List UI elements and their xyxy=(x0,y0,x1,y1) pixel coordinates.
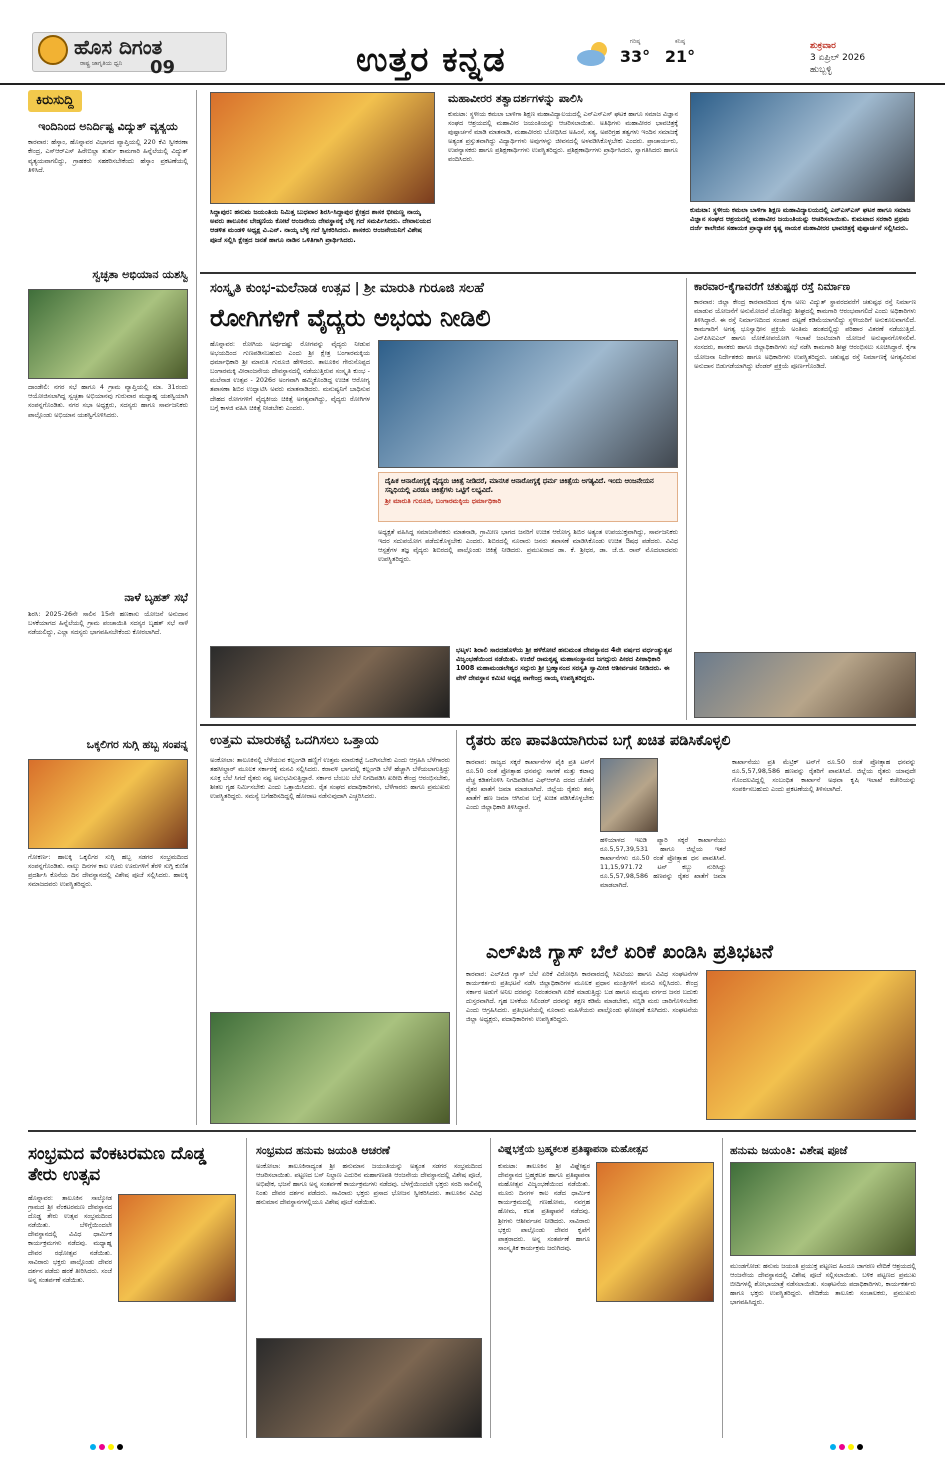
silver-mace-photo xyxy=(210,92,435,204)
brief-2-body: ದಾಂಡೇಲಿ: ನಗರ ಸಭೆ ಹಾಗೂ 4 ಗ್ರಾಮ ವ್ಯಾಪ್ತಿಯಲ್ಲಿ ಮಾ. 31ರಂದು ಆಯೋಜಿಸಲಾಗಿದ್ದ ಸ್ವಚ್ಛತಾ ಅಭಿಯಾನವು ಗುರುವಾರ ಮಧ್ಯಾಹ್ನ ಯಶಸ್ವಿಯಾಗಿ ಸಂಪನ್ನಗೊಂಡಿತು. ನಗರ ಸಭಾ ಅಧ್ಯಕ್ಷರು, ಸದಸ್ಯರು ಹಾಗೂ ಸಾರ್ವಜನಿಕರು ಪಾಲ್ಗೊಂಡು ಅಭಿಯಾನ ಯಶಸ್ವಿಗೊಳಿಸಿದರು. xyxy=(28,383,188,419)
masthead xyxy=(0,0,945,85)
brief-2-title: ಸ್ವಚ್ಛತಾ ಅಭಿಯಾನ ಯಶಸ್ವಿ xyxy=(92,268,188,282)
paper-name: ಹೊಸ ದಿಗಂತ xyxy=(74,35,163,59)
logo-emblem-icon xyxy=(38,35,68,65)
quote-attribution: ಶ್ರೀ ಮಾರುತಿ ಗುರೂಜಿ, ಬಂಗಾರಮಕ್ಕಿಯ ಧರ್ಮಾಧಿಕಾರಿ xyxy=(385,497,502,506)
lead-body-2: ಅಧ್ಯಕ್ಷತೆ ವಹಿಸಿದ್ದ ಸಮಾಜಸೇವಕರು ಮಾತನಾಡಿ, ಗ್ರಾಮೀಣ ಭಾಗದ ಜನರಿಗೆ ಉಚಿತ ಆರೋಗ್ಯ ಶಿಬಿರ ಅತ್ಯಂತ ಉಪಯುಕ್ತವಾಗಿದ್ದು, ಸಾರ್ವಜನಿಕರು ಇದರ ಸದುಪಯೋಗ ಪಡೆದುಕೊಳ್ಳಬೇಕು ಎಂದರು. ಶಿಬಿರದಲ್ಲಿ ನೂರಾರು ಜನರು ತಪಾಸಣೆ ಮಾಡಿಸಿಕೊಂಡು ಉಚಿತ ಔಷಧ ಪಡೆದರು. ವಿವಿಧ ಆಸ್ಪತ್ರೆಗಳ ತಜ್ಞ ವೈದ್ಯರು ಶಿಬಿರದಲ್ಲಿ ಪಾಲ್ಗೊಂಡು ಚಿಕಿತ್ಸೆ ನೀಡಿದರು. ಪ್ರಮುಖರಾದ ಡಾ. ಕೆ. ಶ್ರೀಧರ, ಡಾ. ಜೆ.ಜಿ. ರಾವ್ ಮೊದಲಾದವರು ಉಪಸ್ಥಿತರಿದ್ದರು. xyxy=(378,528,678,564)
section-title: ಉತ್ತರ ಕನ್ನಡ xyxy=(356,40,506,80)
column-rule xyxy=(196,90,197,1125)
farmers-body-2: ಹಳಿಯಾಳದ ಇಐಡಿ ಪ್ಯಾರಿ ಸಕ್ಕರೆ ಕಾರ್ಖಾನೆಯು ರೂ.5,57,39,531 ಹಾಗೂ ಜಿಲ್ಲೆಯ ಇತರೆ ಕಾರ್ಖಾನೆಗಳು ರೂ.50 ರಂತೆ ಪ್ರೋತ್ಸಾಹ ಧನ ಪಾವತಿಸಿವೆ. 11,15,971.72 ಟನ್ ಕಬ್ಬು ನುರಿಸಿದ್ದು ರೂ.5,57,98,586 ಹಣವನ್ನು ರೈತರ ಖಾತೆಗೆ ಜಮಾ ಮಾಡಲಾಗಿದೆ. xyxy=(600,836,726,890)
pooja-title: ಹನುಮ ಜಯಂತಿ: ವಿಶೇಷ ಪೂಜೆ xyxy=(730,1144,848,1157)
min-temp-label: ಕನಿಷ್ಠ xyxy=(674,38,686,45)
column-rule xyxy=(490,1138,491,1438)
column-rule xyxy=(722,1138,723,1438)
min-temp-block xyxy=(660,38,700,68)
pooja-group-photo xyxy=(730,1162,916,1256)
kumta-college-photo xyxy=(690,92,915,202)
hanuma-jayanti-title: ಸಂಭ್ರಮದ ಹನುಮ ಜಯಂತಿ ಆಚರಣೆ xyxy=(256,1144,390,1157)
chariot-photo xyxy=(118,1194,236,1302)
registration-dots xyxy=(830,1444,866,1453)
hanuma-jayanti-body: ಅಂಕೋಲಾ: ತಾಲೂಕಿನಾದ್ಯಂತ ಶ್ರೀ ಹನುಮಾನ ಜಯಂತಿಯನ್ನು ಅತ್ಯಂತ ಸಡಗರ ಸಂಭ್ರಮದಿಂದ ಆಚರಿಸಲಾಯಿತು. ಪಟ್ಟಣದ ಬಸ್ ನಿಲ್ದಾಣ ಎದುರಿನ ಮಹಾಗಣಪತಿ ಆಂಜನೇಯ ದೇವಸ್ಥಾನದಲ್ಲಿ ವಿಶೇಷ ಪೂಜೆ, ಅಭಿಷೇಕ, ಭಜನೆ ಹಾಗೂ ಅನ್ನ ಸಂತರ್ಪಣೆ ಕಾರ್ಯಕ್ರಮಗಳು ನಡೆದವು. ಬೆಳಗ್ಗೆಯಿಂದಲೇ ಭಕ್ತರು ಸರದಿ ಸಾಲಿನಲ್ಲಿ ನಿಂತು ದೇವರ ದರ್ಶನ ಪಡೆದರು. ಸಾವಿರಾರು ಭಕ್ತರು ಪ್ರಸಾದ ಭೋಜನ ಸ್ವೀಕರಿಸಿದರು. ತಾಲೂಕಿನ ವಿವಿಧ ಹನುಮಾನ ದೇವಸ್ಥಾನಗಳಲ್ಲಿಯೂ ವಿಶೇಷ ಪೂಜೆ ನಡೆಯಿತು. xyxy=(256,1162,482,1207)
mahaveera-title: ಮಹಾವೀರರ ತತ್ವಾದರ್ಶಗಳನ್ನು ಪಾಲಿಸಿ xyxy=(448,92,583,105)
prasada-photo xyxy=(256,1338,482,1438)
brief-3-title: ನಾಳೆ ಬೃಹತ್ ಸಭೆ xyxy=(124,591,188,605)
min-temp-value: 21° xyxy=(664,47,696,67)
highway-title: ಕಾರವಾರ-ಕೈಗಾವರೆಗೆ ಚತುಷ್ಪಥ ರಸ್ತೆ ನಿರ್ಮಾಣ xyxy=(694,281,851,293)
pooja-body: ಮುಂಡಗೋಡ: ಹನುಮ ಜಯಂತಿ ಪ್ರಯುಕ್ತ ಪಟ್ಟಣದ ಹಿಂದೂ ಜಾಗರಣ ವೇದಿಕೆ ಆಶ್ರಯದಲ್ಲಿ ಆಂಜನೇಯ ದೇವಸ್ಥಾನದಲ್ಲಿ ವಿಶೇಷ ಪೂಜೆ ಸಲ್ಲಿಸಲಾಯಿತು. ಬಳಿಕ ಪಟ್ಟಣದ ಪ್ರಮುಖ ಬೀದಿಗಳಲ್ಲಿ ಶೋಭಾಯಾತ್ರೆ ನಡೆಸಲಾಯಿತು. ಸಂಘಟನೆಯ ಪದಾಧಿಕಾರಿಗಳು, ಕಾರ್ಯಕರ್ತರು ಹಾಗೂ ಭಕ್ತರು ಉಪಸ್ಥಿತರಿದ್ದರು. ವೇದಿಕೆಯ ತಾಲೂಕು ಸಂಚಾಲಕರು, ಪ್ರಮುಖರು ಭಾಗವಹಿಸಿದ್ದರು. xyxy=(730,1262,916,1307)
mahaveera-body: ಕುಮಟಾ: ಸ್ಥಳೀಯ ಕಮಲಾ ಬಾಳಿಗಾ ಶಿಕ್ಷಣ ಮಹಾವಿದ್ಯಾಲಯದಲ್ಲಿ ಎನ್‌ಎಸ್‌ಎಸ್ ಘಟಕ ಹಾಗೂ ಸಮಾಜ ವಿಜ್ಞಾನ ಸಂಘದ ಆಶ್ರಯದಲ್ಲಿ ಮಹಾವೀರ ಜಯಂತಿಯನ್ನು ಆಚರಿಸಲಾಯಿತು. ಅತಿಥಿಗಳು ಮಹಾವೀರರ ಭಾವಚಿತ್ರಕ್ಕೆ ಪುಷ್ಪಾರ್ಚನೆ ಮಾಡಿ ಮಾತನಾಡಿ, ಮಹಾವೀರರು ಬೋಧಿಸಿದ ಅಹಿಂಸೆ, ಸತ್ಯ, ಅಪರಿಗ್ರಹ ತತ್ವಗಳು ಇಂದಿನ ಸಮಾಜಕ್ಕೆ ಅತ್ಯಂತ ಪ್ರಸ್ತುತವಾಗಿದ್ದು ವಿದ್ಯಾರ್ಥಿಗಳು ಅವುಗಳನ್ನು ಜೀವನದಲ್ಲಿ ಅಳವಡಿಸಿಕೊಳ್ಳಬೇಕು ಎಂದರು. ಪ್ರಾಚಾರ್ಯರು, ಉಪನ್ಯಾಸಕರು ಹಾಗೂ ಪ್ರಶಿಕ್ಷಣಾರ್ಥಿಗಳು ಉಪಸ್ಥಿತರಿದ್ದರು. ಪ್ರಶಿಕ್ಷಣಾರ್ಥಿಗಳು ಪ್ರಾರ್ಥಿಸಿದರು, ಸ್ವಾಗತಿಸಿದರು ಹಾಗೂ ವಂದಿಸಿದರು. xyxy=(448,110,678,164)
farmers-title: ರೈತರು ಹಣ ಪಾವತಿಯಾಗಿರುವ ಬಗ್ಗೆ ಖಚಿತ ಪಡಿಸಿಕೊಳ್ಳಲಿ xyxy=(466,733,731,749)
farmers-body-1: ಕಾರವಾರ: ರಾಜ್ಯದ ಸಕ್ಕರೆ ಕಾರ್ಖಾನೆಗಳ ಪೈಕಿ ಪ್ರತಿ ಟನ್‌ಗೆ ರೂ.50 ರಂತೆ ಪ್ರೋತ್ಸಾಹ ಧನವನ್ನು ಸಾಗಣೆ ಮತ್ತು ಕಟಾವು ವೆಚ್ಚ ಕಡಿತಗೊಳಿಸಿ ನಿಗದಿಪಡಿಸಿದ ಎಫ್‌ಆರ್‌ಪಿ ದರದ ಜೊತೆಗೆ ರೈತರ ಖಾತೆಗೆ ಜಮಾ ಮಾಡಲಾಗಿದೆ. ಜಿಲ್ಲೆಯ ರೈತರು ತಮ್ಮ ಖಾತೆಗೆ ಹಣ ಜಮಾ ಆಗಿರುವ ಬಗ್ಗೆ ಖಚಿತ ಪಡಿಸಿಕೊಳ್ಳಬೇಕು ಎಂದು ಜಿಲ್ಲಾಧಿಕಾರಿ ತಿಳಿಸಿದ್ದಾರೆ. xyxy=(466,758,594,812)
market-body: ಅಂಕೋಲಾ: ತಾಲೂಕಿನಲ್ಲಿ ಬೆಳೆಯುವ ಕಲ್ಲಂಗಡಿ ಹಣ್ಣಿಗೆ ಉತ್ತಮ ಮಾರುಕಟ್ಟೆ ಒದಗಿಸಬೇಕು ಎಂದು ಆಗ್ರಹಿಸಿ ಬೆಳೆಗಾರರು ತಹಸೀಲ್ದಾರ್ ಮೂಲಕ ಸರ್ಕಾರಕ್ಕೆ ಮನವಿ ಸಲ್ಲಿಸಿದರು. ಕರಾವಳಿ ಭಾಗದಲ್ಲಿ ಕಲ್ಲಂಗಡಿ ಬೆಳೆ ಹೆಚ್ಚಾಗಿ ಬೆಳೆಯಲಾಗುತ್ತಿದ್ದು ಸೂಕ್ತ ಬೆಲೆ ಸಿಗದೆ ರೈತರು ನಷ್ಟ ಅನುಭವಿಸುತ್ತಿದ್ದಾರೆ. ಸರ್ಕಾರ ಬೆಂಬಲ ಬೆಲೆ ನಿಗದಿಪಡಿಸಿ ಖರೀದಿ ಕೇಂದ್ರ ಆರಂಭಿಸಬೇಕು, ಶೀತಲ ಗೃಹ ನಿರ್ಮಿಸಬೇಕು ಎಂದು ಒತ್ತಾಯಿಸಿದರು. ರೈತ ಸಂಘದ ಪದಾಧಿಕಾರಿಗಳು, ಬೆಳೆಗಾರರು ಹಾಗೂ ಪ್ರಮುಖರು ಉಪಸ್ಥಿತರಿದ್ದರು. ಸಮಸ್ಯೆ ಬಗೆಹರಿಸದಿದ್ದಲ್ಲಿ ಹೋರಾಟ ನಡೆಸುವುದಾಗಿ ಎಚ್ಚರಿಸಿದರು. xyxy=(210,756,450,801)
lead-body-1: ಹೊನ್ನಾವರ: ರೋಗಿಯ ಅರ್ಧದಷ್ಟು ರೋಗವನ್ನು ವೈದ್ಯರು ನೀಡುವ ಅಭಯದಿಂದ ಗುಣಪಡಿಸಬಹುದು ಎಂದು ಶ್ರೀ ಕ್ಷೇತ್ರ ಬಂಗಾರಮಕ್ಕಿಯ ಧರ್ಮಾಧಿಕಾರಿ ಶ್ರೀ ಮಾರುತಿ ಗುರೂಜಿ ಹೇಳಿದರು. ತಾಲೂಕಿನ ಗೇರುಸೊಪ್ಪದ ಬಂಗಾರಮಕ್ಕಿ ವೀರಾಂಜನೇಯ ದೇವಸ್ಥಾನದಲ್ಲಿ ನಡೆಯುತ್ತಿರುವ ಸಂಸ್ಕೃತಿ ಕುಂಭ - ಮಲೆನಾಡ ಉತ್ಸವ - 2026ರ ಅಂಗವಾಗಿ ಹಮ್ಮಿಕೊಂಡಿದ್ದ ಉಚಿತ ಆರೋಗ್ಯ ತಪಾಸಣಾ ಶಿಬಿರ ಉದ್ಘಾಟಿಸಿ ಅವರು ಮಾತನಾಡಿದರು. ಮನುಷ್ಯನಿಗೆ ಬಾಧಿಸುವ ದೇಹದ ರೋಗಗಳಿಗೆ ವೈದ್ಯಕೀಯ ಚಿಕಿತ್ಸೆ ಅಗತ್ಯವಾಗಿದ್ದು, ವೈದ್ಯರು ರೋಗಿಗಳ ಬಗ್ಗೆ ಕಾಳಜಿ ವಹಿಸಿ ಚಿಕಿತ್ಸೆ ನೀಡಬೇಕು ಎಂದರು. xyxy=(210,340,370,412)
bhatkal-caption: ಭಟ್ಕಳ: ಶಿರಾಲಿ ಸಾರದಹೊಳೆಯ ಶ್ರೀ ಹಳೆಕೋಟೆ ಹನುಮಂತ ದೇವಸ್ಥಾನದ 4ನೇ ವರ್ಷದ ವರ್ಧಂತ್ಯುತ್ಸವ ವಿಜೃಂಭಣೆಯಿಂದ ನಡೆಯಿತು. ಉಜಿರೆ ರಾಮಕೃಷ್ಣ ಮಹಾಸಂಸ್ಥಾನದ ಜಗದ್ಗುರು ಪೀಠದ ಪೀಠಾಧಿಕಾರಿ 1008 ಮಹಾಮಂಡಲೇಶ್ವರ ಸದ್ಗುರು ಶ್ರೀ ಬ್ರಹ್ಮಾನಂದ ಸರಸ್ವತಿ ಸ್ವಾಮೀಜಿ ಆಶೀರ್ವಚನ ನೀಡಿದರು. ಈ ವೇಳೆ ದೇವಸ್ಥಾನ ಕಮಿಟಿ ಅಧ್ಯಕ್ಷ ನಾಗೇಂದ್ರ ನಾಯ್ಕ ಉಪಸ್ಥಿತರಿದ್ದರು. xyxy=(456,646,672,682)
section-divider xyxy=(200,724,916,726)
edition-city: ಹುಬ್ಬಳ್ಳಿ xyxy=(810,65,832,76)
lead-headline: ರೋಗಿಗಳಿಗೆ ವೈದ್ಯರು ಅಭಯ ನೀಡಿಲಿ xyxy=(210,304,491,332)
page-number: 09 xyxy=(150,57,176,78)
brief-4-body: ಗೋಕರ್ಣ: ಹಾಲಕ್ಕಿ ಒಕ್ಕಲಿಗರ ಸುಗ್ಗಿ ಹಬ್ಬ ಸಡಗರ ಸಂಭ್ರಮದಿಂದ ಸಂಪನ್ನಗೊಂಡಿತು. ನಾಲ್ಕು ದಿನಗಳ ಕಾಲ ಊರು ಊರುಗಳಿಗೆ ತೆರಳಿ ಸುಗ್ಗಿ ಕುಣಿತ ಪ್ರದರ್ಶಿಸಿ ಕೊನೆಯ ದಿನ ದೇವಸ್ಥಾನದಲ್ಲಿ ವಿಶೇಷ ಪೂಜೆ ಸಲ್ಲಿಸಿದರು. ಹಾಲಕ್ಕಿ ಸಮಾಜದವರು ಉಪಸ್ಥಿತರಿದ್ದರು. xyxy=(28,852,188,889)
lpg-protest-photo xyxy=(706,970,916,1120)
health-camp-photo xyxy=(378,340,678,468)
vibhramha-title: ವಿಘ್ನಭಕ್ತೆಯ ಬ್ರಹ್ಮಕಲಶ ಪ್ರತಿಷ್ಠಾಪನಾ ಮಹೋತ್ಸವ xyxy=(498,1144,648,1155)
swamiji-photo xyxy=(210,646,450,718)
brief-1-title: ಇಂದಿನಿಂದ ಅನಿರ್ದಿಷ್ಟ ವಿದ್ಯುತ್ ವ್ಯತ್ಯಯ xyxy=(38,119,178,133)
brief-3-body: ಶಿರಸಿ: 2025-26ನೇ ಸಾಲಿನ 15ನೇ ಹಣಕಾಸು ಯೋಜನೆ ಅನುದಾನ ಬಳಕೆಯಾಗದ ಹಿನ್ನೆಲೆಯಲ್ಲಿ ಗ್ರಾಮ ಪಂಚಾಯಿತಿ ಸದಸ್ಯರ ಬೃಹತ್ ಸಭೆ ನಾಳೆ ನಡೆಯಲಿದ್ದು, ಎಲ್ಲಾ ಸದಸ್ಯರು ಭಾಗವಹಿಸಬೇಕೆಂದು ಕೋರಲಾಗಿದೆ. xyxy=(28,610,188,637)
paper-tagline: ರಾಷ್ಟ್ರ ಜಾಗೃತಿಯ ಧ್ವನಿ xyxy=(80,60,123,67)
highway-meeting-photo xyxy=(694,652,916,718)
highway-body: ಕಾರವಾರ: ಜಿಲ್ಲಾ ಕೇಂದ್ರ ಕಾರವಾರದಿಂದ ಕೈಗಾ ಅಣು ವಿದ್ಯುತ್ ಸ್ಥಾವರದವರೆಗೆ ಚತುಷ್ಪಥ ರಸ್ತೆ ನಿರ್ಮಾಣ ಮಾಡುವ ಯೋಜನೆಗೆ ಅನುಮೋದನೆ ದೊರೆತಿದ್ದು ಶೀಘ್ರದಲ್ಲಿ ಕಾಮಗಾರಿ ಆರಂಭವಾಗಲಿದೆ ಎಂದು ಅಧಿಕಾರಿಗಳು ತಿಳಿಸಿದ್ದಾರೆ. ಈ ರಸ್ತೆ ನಿರ್ಮಾಣದಿಂದ ಸಂಚಾರ ದಟ್ಟಣೆ ಕಡಿಮೆಯಾಗಲಿದ್ದು ಸ್ಥಳೀಯರಿಗೆ ಅನುಕೂಲವಾಗಲಿದೆ. ಕಾಮಗಾರಿಗೆ ಅಗತ್ಯ ಭೂಸ್ವಾಧೀನ ಪ್ರಕ್ರಿಯೆ ಅಂತಿಮ ಹಂತದಲ್ಲಿದ್ದು ಪರಿಹಾರ ವಿತರಣೆ ನಡೆಯುತ್ತಿದೆ. ಎನ್‌ಪಿಸಿಐಎಲ್ ಹಾಗೂ ಲೋಕೋಪಯೋಗಿ ಇಲಾಖೆ ಜಂಟಿಯಾಗಿ ಯೋಜನೆ ಅನುಷ್ಠಾನಗೊಳಿಸಲಿವೆ. ಸಂಸದರು, ಶಾಸಕರು ಹಾಗೂ ಜಿಲ್ಲಾಧಿಕಾರಿಗಳು ಸಭೆ ನಡೆಸಿ ಕಾಮಗಾರಿ ಶೀಘ್ರ ಆರಂಭಿಸಲು ಸೂಚಿಸಿದ್ದಾರೆ. ಕೈಗಾ ಯೋಜನಾ ನಿರ್ದೇಶಕರು ಹಾಗೂ ಅಧಿಕಾರಿಗಳು ಉಪಸ್ಥಿತರಿದ್ದರು. ಚತುಷ್ಪಥ ರಸ್ತೆ ನಿರ್ಮಾಣಕ್ಕೆ ಅಗತ್ಯವಿರುವ ಅನುದಾನ ಬಿಡುಗಡೆಯಾಗಿದ್ದು ಟೆಂಡರ್ ಪ್ರಕ್ರಿಯೆ ಪೂರ್ಣಗೊಂಡಿದೆ. xyxy=(694,298,916,370)
date-block xyxy=(810,40,920,76)
section-divider xyxy=(28,1130,916,1132)
hanuma-caption: ಸಿದ್ದಾಪುರ: ಹನುಮ ಜಯಂತಿಯ ನಿಮಿತ್ತ ಬುಧವಾರ ಶಿರಸಿ-ಸಿದ್ದಾಪುರ ಕ್ಷೇತ್ರದ ಶಾಸಕ ಭೀಮಣ್ಣ ನಾಯ್ಕ ಅವರು ತಾಲೂಕಿನ ಬೇಡ್ಕಣಿಯ ಕೋಟೆ ಆಂಜನೇಯ ದೇವಸ್ಥಾನಕ್ಕೆ ಬೆಳ್ಳಿ ಗದೆ ಸಮರ್ಪಿಸಿದರು. ದೇವಾಲಯದ ಆಡಳಿತ ಮಂಡಳಿ ಅಧ್ಯಕ್ಷ ವಿ.ಎನ್. ನಾಯ್ಕ ಬೆಳ್ಳಿ ಗದೆ ಸ್ವೀಕರಿಸಿದರು. ಶಾಸಕರು ಆಂಜನೇಯನಿಗೆ ವಿಶೇಷ ಪೂಜೆ ಸಲ್ಲಿಸಿ ಕ್ಷೇತ್ರದ ಜನತೆ ಹಾಗೂ ನಾಡಿನ ಒಳಿತಿಗಾಗಿ ಪ್ರಾರ್ಥಿಸಿದರು. xyxy=(210,208,431,244)
lpg-body: ಕಾರವಾರ: ಎಲ್‌ಪಿಜಿ ಗ್ಯಾಸ್ ಬೆಲೆ ಏರಿಕೆ ವಿರೋಧಿಸಿ ಕಾರವಾರದಲ್ಲಿ ಸಿಐಟಿಯು ಹಾಗೂ ವಿವಿಧ ಸಂಘಟನೆಗಳ ಕಾರ್ಯಕರ್ತರು ಪ್ರತಿಭಟನೆ ನಡೆಸಿ ಜಿಲ್ಲಾಧಿಕಾರಿಗಳ ಮೂಲಕ ಪ್ರಧಾನ ಮಂತ್ರಿಗಳಿಗೆ ಮನವಿ ಸಲ್ಲಿಸಿದರು. ಕೇಂದ್ರ ಸರ್ಕಾರ ಅಡುಗೆ ಅನಿಲ ದರವನ್ನು ನಿರಂತರವಾಗಿ ಏರಿಕೆ ಮಾಡುತ್ತಿದ್ದು ಬಡ ಹಾಗೂ ಮಧ್ಯಮ ವರ್ಗದ ಜನರ ಬದುಕು ದುಸ್ತರವಾಗಿದೆ. ಗೃಹ ಬಳಕೆಯ ಸಿಲಿಂಡರ್ ದರವನ್ನು ತಕ್ಷಣ ಕಡಿಮೆ ಮಾಡಬೇಕು, ಸಬ್ಸಿಡಿ ಮರು ಜಾರಿಗೊಳಿಸಬೇಕು ಎಂದು ಆಗ್ರಹಿಸಿದರು. ಪ್ರತಿಭಟನೆಯಲ್ಲಿ ನೂರಾರು ಮಹಿಳೆಯರು ಪಾಲ್ಗೊಂಡು ಘೋಷಣೆ ಕೂಗಿದರು. ಸಂಘಟನೆಯ ಜಿಲ್ಲಾ ಅಧ್ಯಕ್ಷರು, ಪದಾಧಿಕಾರಿಗಳು ಉಪಸ್ಥಿತರಿದ್ದರು. xyxy=(466,970,698,1024)
max-temp-label: ಗರಿಷ್ಠ xyxy=(629,38,641,45)
max-temp-value: 33° xyxy=(619,47,651,67)
lpg-title: ಎಲ್‌ಪಿಜಿ ಗ್ಯಾಸ್ ಬೆಲೆ ಏರಿಕೆ ಖಂಡಿಸಿ ಪ್ರತಿಭಟನೆ xyxy=(486,941,774,963)
column-rule xyxy=(456,730,457,1125)
column-rule xyxy=(686,278,687,720)
brief-4-title: ಒಕ್ಕಲಿಗರ ಸುಗ್ಗಿ ಹಬ್ಬ ಸಂಪನ್ನ xyxy=(86,738,188,752)
venkatesh-body: ಹೊನ್ನಾವರ: ತಾಲೂಕಿನ ಸಾಲ್ಕೋಡ ಗ್ರಾಮದ ಶ್ರೀ ವೆಂಕಟರಮಣ ದೇವಸ್ಥಾನದ ದೊಡ್ಡ ತೇರು ಉತ್ಸವ ಸಂಭ್ರಮದಿಂದ ನಡೆಯಿತು. ಬೆಳಿಗ್ಗೆಯಿಂದಲೇ ದೇವಸ್ಥಾನದಲ್ಲಿ ವಿವಿಧ ಧಾರ್ಮಿಕ ಕಾರ್ಯಕ್ರಮಗಳು ನಡೆದವು. ಮಧ್ಯಾಹ್ನ ದೇವರ ರಥೋತ್ಸವ ನಡೆಯಿತು. ಸಾವಿರಾರು ಭಕ್ತರು ಪಾಲ್ಗೊಂಡು ದೇವರ ದರ್ಶನ ಪಡೆದು ಹರಕೆ ತೀರಿಸಿದರು. ಸಂಜೆ ಅನ್ನ ಸಂತರ್ಪಣೆ ನಡೆಯಿತು. xyxy=(28,1194,112,1284)
kirusuddi-tag: ಕಿರುಸುದ್ದಿ xyxy=(28,90,82,112)
kumta-caption: ಕುಮಟಾ: ಸ್ಥಳೀಯ ಕಮಲಾ ಬಾಳಿಗಾ ಶಿಕ್ಷಣ ಮಹಾವಿದ್ಯಾಲಯದಲ್ಲಿ ಎನ್‌ಎಸ್‌ಎಸ್ ಘಟಕ ಹಾಗೂ ಸಮಾಜ ವಿಜ್ಞಾನ ಸಂಘದ ಆಶ್ರಯದಲ್ಲಿ ಮಹಾವೀರ ಜಯಂತಿಯನ್ನು ಆಚರಿಸಲಾಯಿತು. ಕುಮಟಾದ ಸರಕಾರಿ ಪ್ರಥಮ ದರ್ಜೆ ಕಾಲೇಜಿನ ಸಹಾಯಕ ಪ್ರಾಧ್ಯಾಪಕ ಕೃಷ್ಣ ನಾಯಕ ಮಹಾವೀರರ ಭಾವಚಿತ್ರಕ್ಕೆ ಪುಷ್ಪಾರ್ಚನೆ ಸಲ್ಲಿಸಿದರು. xyxy=(690,206,911,233)
section-divider xyxy=(200,272,916,274)
market-memorandum-photo xyxy=(210,1012,450,1124)
quote-text: ದೈಹಿಕ ಆನಾರೋಗ್ಯಕ್ಕೆ ವೈದ್ಯರು ಚಿಕಿತ್ಸೆ ನೀಡಿದರೆ, ಮಾನಸಿಕ ಆನಾರೋಗ್ಯಕ್ಕೆ ಧರ್ಮ ಚಿಕಿತ್ಸೆಯ ಅಗತ್ಯವಿದೆ. ಇಂದು ಆಂಜನೇಯನ ಸನ್ನಿಧಿಯಲ್ಲಿ ಎರಡೂ ಚಿಕಿತ್ಸೆಗಳು ಒಟ್ಟಿಗೆ ಲಭ್ಯವಿದೆ. xyxy=(385,477,654,495)
venkatesh-title: ಸಂಭ್ರಮದ ವೆಂಕಟರಮಣ ದೊಡ್ಡ ತೇರು ಉತ್ಸವ xyxy=(28,1144,207,1186)
idol-photo xyxy=(596,1162,714,1302)
quote-box xyxy=(378,472,678,522)
suggi-festival-photo xyxy=(28,759,188,849)
vibhramha-body: ಕುಮಟಾ: ತಾಲೂಕಿನ ಶ್ರೀ ವಿಘ್ನೇಶ್ವರ ದೇವಸ್ಥಾನದ ಬ್ರಹ್ಮಕಲಶ ಹಾಗೂ ಪ್ರತಿಷ್ಠಾಪನಾ ಮಹೋತ್ಸವ ವಿಜೃಂಭಣೆಯಿಂದ ನಡೆಯಿತು. ಮೂರು ದಿನಗಳ ಕಾಲ ನಡೆದ ಧಾರ್ಮಿಕ ಕಾರ್ಯಕ್ರಮದಲ್ಲಿ ಗಣಹೋಮ, ನವಗ್ರಹ ಹೋಮ, ಕಲಶ ಪ್ರತಿಷ್ಠಾಪನೆ ನಡೆದವು. ಶ್ರೀಗಳು ಆಶೀರ್ವಚನ ನೀಡಿದರು. ಸಾವಿರಾರು ಭಕ್ತರು ಪಾಲ್ಗೊಂಡು ದೇವರ ಕೃಪೆಗೆ ಪಾತ್ರರಾದರು. ಅನ್ನ ಸಂತರ್ಪಣೆ ಹಾಗೂ ಸಾಂಸ್ಕೃತಿಕ ಕಾರ್ಯಕ್ರಮ ಜರುಗಿದವು. xyxy=(498,1162,590,1252)
issue-date: 3 ಏಪ್ರಿಲ್ 2026 xyxy=(810,53,866,64)
registration-dots xyxy=(90,1444,126,1453)
day-name: ಶುಕ್ರವಾರ xyxy=(810,41,836,51)
brief-1-body: ಕಾರವಾರ: ಹೆಸ್ಕಾಂ, ಹೊನ್ನಾವರ ವಿಭಾಗದ ವ್ಯಾಪ್ತಿಯಲ್ಲಿ 220 ಕೆವಿ ಸ್ವೀಕರಣಾ ಕೇಂದ್ರ, ಎಸ್‌ಆರ್‌ಎಸ್ ಹಿರೇಬಿಲ್ಲಾ ತುರ್ತು ಕಾಮಗಾರಿ ಹಿನ್ನೆಲೆಯಲ್ಲಿ ವಿದ್ಯುತ್ ವ್ಯತ್ಯಯವಾಗಲಿದ್ದು, ಗ್ರಾಹಕರು ಸಹಕರಿಸಬೇಕೆಂದು ಹೆಸ್ಕಾಂ ಪ್ರಕಟಣೆಯಲ್ಲಿ ತಿಳಿಸಿದೆ. xyxy=(28,138,188,174)
weather-cloud-icon xyxy=(573,40,613,68)
officer-portrait xyxy=(600,758,658,832)
market-title: ಉತ್ತಮ ಮಾರುಕಟ್ಟೆ ಒದಗಿಸಲು ಒತ್ತಾಯ xyxy=(210,733,379,748)
column-rule xyxy=(246,1138,247,1438)
cleanliness-drive-photo xyxy=(28,289,188,379)
farmers-body-3: ಕಾರ್ಖಾನೆಯು ಪ್ರತಿ ಮೆಟ್ರಿಕ್ ಟನ್‌ಗೆ ರೂ.50 ರಂತೆ ಪ್ರೋತ್ಸಾಹ ಧನವನ್ನು ರೂ.5,57,98,586 ಹಣವನ್ನು ರೈತರಿಗೆ ಪಾವತಿಸಿದೆ. ಜಿಲ್ಲೆಯ ರೈತರು ಯಾವುದೇ ಗೊಂದಲವಿದ್ದಲ್ಲಿ ಸಂಬಂಧಿತ ಕಾರ್ಖಾನೆ ಅಥವಾ ಕೃಷಿ ಇಲಾಖೆ ಕಚೇರಿಯನ್ನು ಸಂಪರ್ಕಿಸಬಹುದು ಎಂದು ಪ್ರಕಟಣೆಯಲ್ಲಿ ತಿಳಿಸಲಾಗಿದೆ. xyxy=(732,758,916,794)
max-temp-block xyxy=(615,38,655,68)
lead-kicker: ಸಂಸ್ಕೃತಿ ಕುಂಭ-ಮಲೆನಾಡ ಉತ್ಸವ | ಶ್ರೀ ಮಾರುತಿ ಗುರೂಜಿ ಸಲಹೆ xyxy=(210,281,484,296)
